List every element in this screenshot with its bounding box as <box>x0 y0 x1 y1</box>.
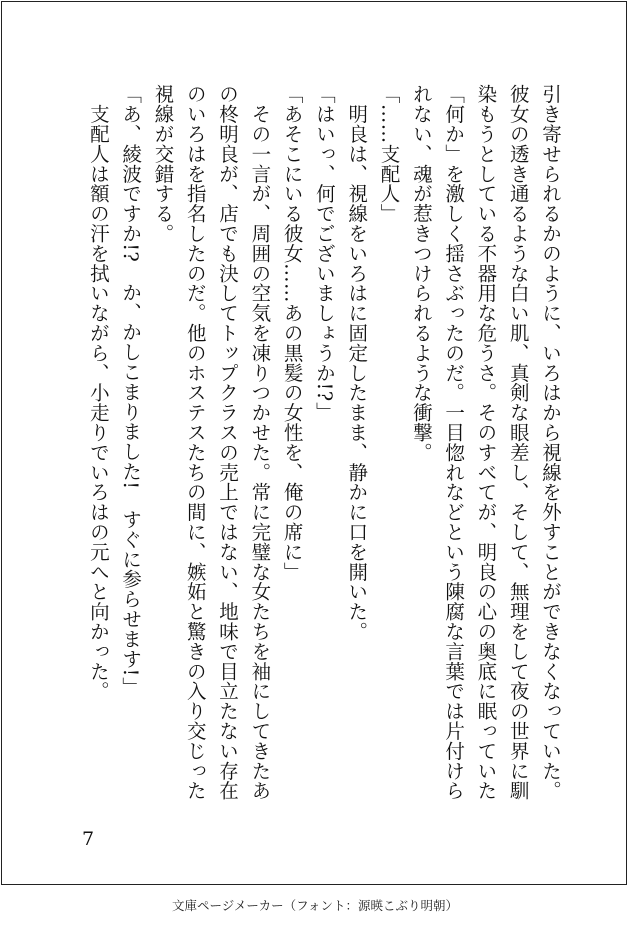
text-line: のいろはを指名したのだ。他のホステスたちの間に、嫉妬と驚きの入り交じった <box>183 84 207 801</box>
text-line: 「あそこにいる彼女……あの黒髪の女性を、俺の席に」 <box>280 84 304 582</box>
text-line: 染もうとしている不器用な危うさ。そのすべてが、明良の心の奥底に眠っていた <box>474 84 498 801</box>
page-number: 7 <box>82 828 95 850</box>
page-frame <box>1 1 627 885</box>
footer-caption: 文庫ページメーカー（フォント：源暎こぶり明朝） <box>171 898 458 913</box>
text-line: 「はいっ、何でございましょうか!?」 <box>312 84 336 422</box>
text-line: れない、魂が惹きつけられるような衝撃。 <box>409 84 433 463</box>
text-line: 彼女の透き通るような白い肌、真剣な眼差し、そして、無理をして夜の世界に馴 <box>506 84 530 801</box>
text-line: 「……支配人」 <box>377 84 401 224</box>
text-line: 視線が交錯する。 <box>151 84 175 244</box>
text-line: 「何か」を激しく揺さぶったのだ。一目惚れなどという陳腐な言葉では片付けら <box>442 84 466 801</box>
text-line: の柊明良が、店でも決してトップクラスの売上ではない、地味で目立たない存在 <box>216 84 240 801</box>
text-line: 引き寄せられるかのように、いろはから視線を外すことができなくなっていた。 <box>539 84 562 801</box>
text-line: 「あ、綾波ですか!? か、かしこまりました! すぐに参らせます!」 <box>119 84 143 697</box>
body-text <box>82 84 566 801</box>
text-line: 明良は、視線をいろはに固定したまま、静かに口を開いた。 <box>345 84 369 642</box>
text-line: その一言が、周囲の空気を凍りつかせた。常に完璧な女たちを袖にしてきたあ <box>248 84 272 801</box>
text-line: 支配人は額の汗を拭いながら、小走りでいろはの元へと向かった。 <box>86 84 110 701</box>
